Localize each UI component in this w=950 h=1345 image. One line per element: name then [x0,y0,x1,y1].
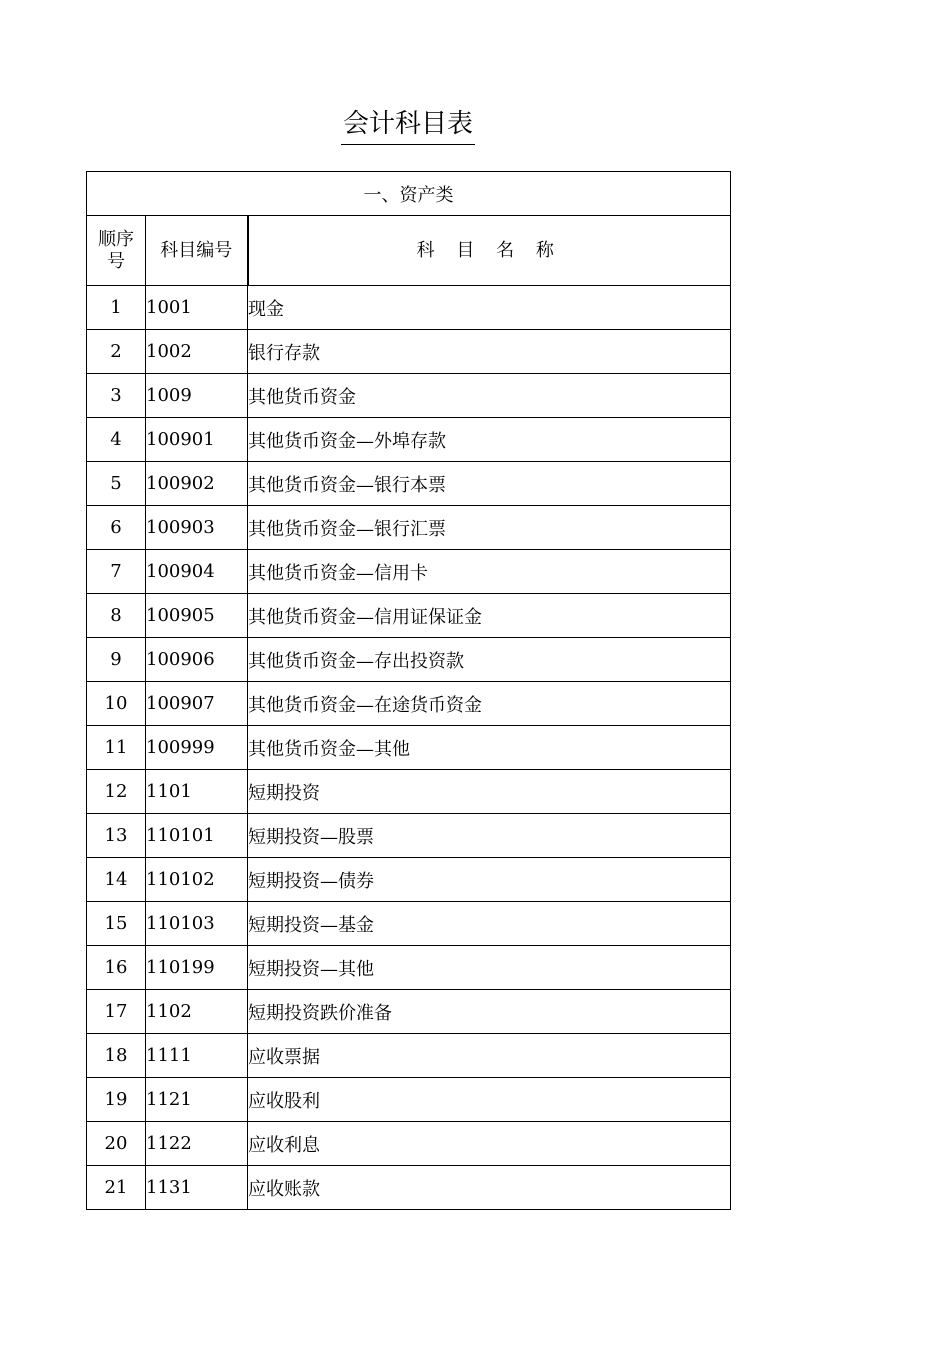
row-seq: 12 [87,770,146,814]
row-code: 110103 [146,902,248,946]
page-title [0,106,816,145]
row-name: 其他货币资金—信用证保证金 [248,594,731,638]
row-name: 短期投资—债券 [248,858,731,902]
row-code: 110102 [146,858,248,902]
row-code: 1111 [146,1034,248,1078]
row-seq: 16 [87,946,146,990]
row-seq: 11 [87,726,146,770]
header-code: 科目编号 [146,216,248,286]
row-name: 其他货币资金—外埠存款 [248,418,731,462]
row-code: 100907 [146,682,248,726]
row-seq: 21 [87,1166,146,1210]
row-seq: 10 [87,682,146,726]
row-name: 应收股利 [248,1078,731,1122]
row-code: 1121 [146,1078,248,1122]
table-row [87,462,731,506]
row-name: 其他货币资金—存出投资款 [248,638,731,682]
category-row [87,172,731,216]
row-code: 110199 [146,946,248,990]
row-name: 其他货币资金—其他 [248,726,731,770]
row-seq: 9 [87,638,146,682]
table-row [87,814,731,858]
row-code: 1131 [146,1166,248,1210]
row-seq: 15 [87,902,146,946]
row-seq: 17 [87,990,146,1034]
row-code: 1101 [146,770,248,814]
row-name: 其他货币资金—银行汇票 [248,506,731,550]
row-seq: 20 [87,1122,146,1166]
table-row [87,506,731,550]
table-row [87,1034,731,1078]
row-seq: 4 [87,418,146,462]
row-name: 短期投资跌价准备 [248,990,731,1034]
table-row [87,946,731,990]
row-name: 短期投资—股票 [248,814,731,858]
row-code: 1001 [146,286,248,330]
table-row [87,726,731,770]
row-name: 应收账款 [248,1166,731,1210]
row-name: 其他货币资金—信用卡 [248,550,731,594]
row-code: 1009 [146,374,248,418]
row-seq: 19 [87,1078,146,1122]
row-name: 应收票据 [248,1034,731,1078]
table-row [87,1166,731,1210]
row-name: 应收利息 [248,1122,731,1166]
row-name: 短期投资—其他 [248,946,731,990]
row-code: 100999 [146,726,248,770]
row-name: 其他货币资金—银行本票 [248,462,731,506]
row-code: 100901 [146,418,248,462]
header-name: 科 目 名 称 [248,216,731,286]
row-code: 100903 [146,506,248,550]
category-label: 一、资产类 [87,172,731,216]
row-name: 其他货币资金—在途货币资金 [248,682,731,726]
header-seq: 顺序号 [87,216,146,286]
accounts-table [86,171,731,1210]
row-seq: 8 [87,594,146,638]
row-name: 银行存款 [248,330,731,374]
row-code: 100904 [146,550,248,594]
accounts-table-body [87,172,731,1210]
table-row [87,858,731,902]
row-code: 1102 [146,990,248,1034]
row-code: 1002 [146,330,248,374]
row-seq: 3 [87,374,146,418]
row-name: 短期投资—基金 [248,902,731,946]
row-seq: 14 [87,858,146,902]
table-row [87,902,731,946]
row-code: 1122 [146,1122,248,1166]
table-row [87,418,731,462]
row-code: 100905 [146,594,248,638]
row-name: 现金 [248,286,731,330]
table-row [87,1078,731,1122]
row-seq: 6 [87,506,146,550]
row-seq: 5 [87,462,146,506]
table-row [87,638,731,682]
table-row [87,286,731,330]
table-row [87,682,731,726]
row-seq: 1 [87,286,146,330]
table-row [87,990,731,1034]
row-seq: 13 [87,814,146,858]
row-code: 100906 [146,638,248,682]
row-name: 其他货币资金 [248,374,731,418]
table-row [87,374,731,418]
row-code: 110101 [146,814,248,858]
table-row [87,550,731,594]
table-row [87,1122,731,1166]
table-row [87,594,731,638]
row-name: 短期投资 [248,770,731,814]
row-seq: 18 [87,1034,146,1078]
page-title-text: 会计科目表 [341,106,475,145]
row-seq: 7 [87,550,146,594]
row-seq: 2 [87,330,146,374]
row-code: 100902 [146,462,248,506]
header-row [87,216,731,286]
table-row [87,330,731,374]
table-row [87,770,731,814]
